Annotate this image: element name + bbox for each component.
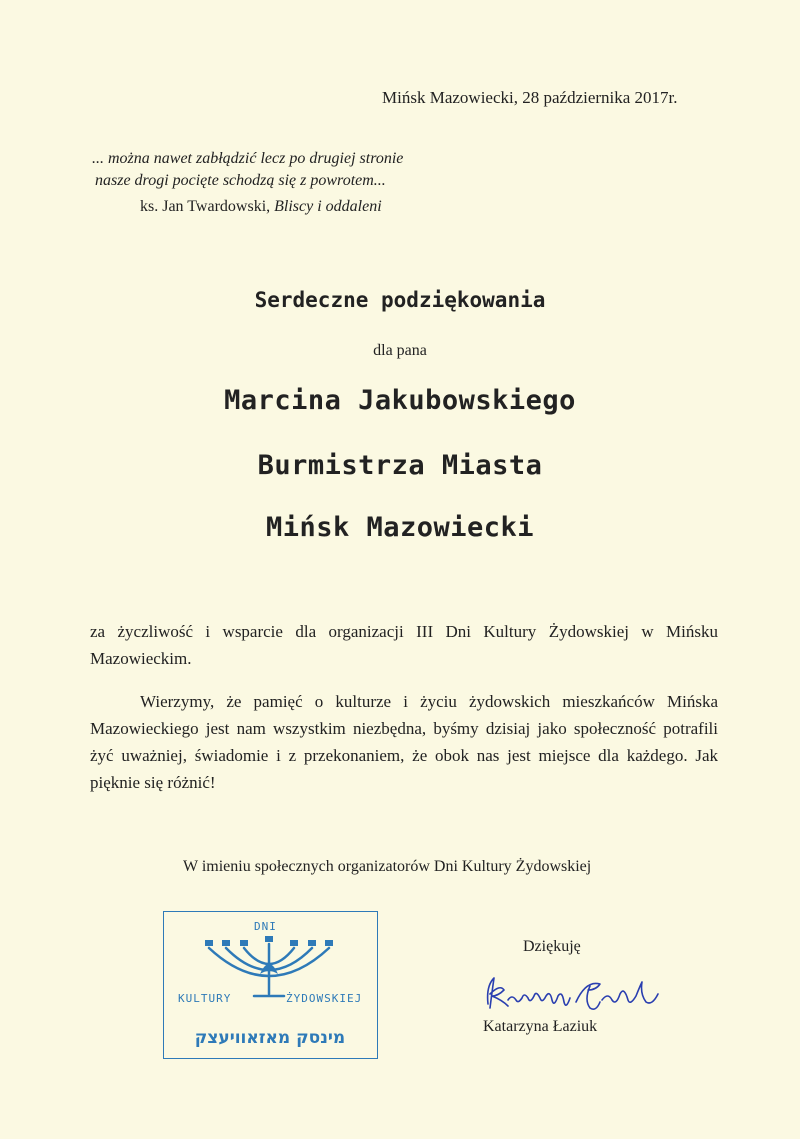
recipient-title: Burmistrza Miasta bbox=[257, 450, 543, 481]
stamp-hebrew-text: מינסק מאזאוויעצק bbox=[194, 1028, 346, 1048]
organizer-stamp bbox=[163, 911, 378, 1059]
handwritten-signature bbox=[478, 972, 678, 1016]
stamp-left-text: KULTURY bbox=[178, 992, 232, 1005]
signer-name: Katarzyna Łaziuk bbox=[483, 1018, 598, 1035]
epigraph-attribution bbox=[140, 198, 382, 216]
recipient-name: Marcina Jakubowskiego bbox=[224, 385, 576, 416]
paragraph-thanks: za życzliwość i wsparcie dla organizacji III Dni Kultury Żydowskiej w Mińsku Mazowieckim. bbox=[90, 622, 718, 668]
epigraph-line-2: nasze drogi pocięte schodzą się z powrotem... bbox=[95, 172, 386, 189]
paragraph-belief: Wierzymy, że pamięć o kulturze i życiu żydowskich mieszkańców Mińska Mazowieckiego jest nam wszystkim niezbędna, byśmy dzisiaj jako społeczność potrafili żyć uważniej, świadomie i z przekonaniem, że obok nas jest miejsce dla każdego. Jak pięknie się różnić! bbox=[90, 692, 718, 792]
stamp-right-text: ŻYDOWSKIEJ bbox=[286, 992, 363, 1005]
recipient-city: Mińsk Mazowiecki bbox=[265, 512, 535, 543]
stamp-top-text: DNI bbox=[254, 920, 277, 933]
date-line: Mińsk Mazowiecki, 28 października 2017r. bbox=[382, 88, 678, 107]
letter-heading: Serdeczne podziękowania bbox=[254, 288, 546, 312]
author-name: ks. Jan Twardowski, bbox=[140, 198, 271, 215]
epigraph-line-1: ... można nawet zabłądzić lecz po drugiej stronie bbox=[92, 150, 404, 167]
epigraph bbox=[92, 148, 403, 192]
organizers-line: W imieniu społecznych organizatorów Dni Kultury Żydowskiej bbox=[183, 858, 592, 875]
author-book: Bliscy i oddaleni bbox=[274, 198, 382, 215]
closing-thanks: Dziękuję bbox=[523, 938, 581, 955]
dla-pana: dla pana bbox=[373, 342, 427, 359]
